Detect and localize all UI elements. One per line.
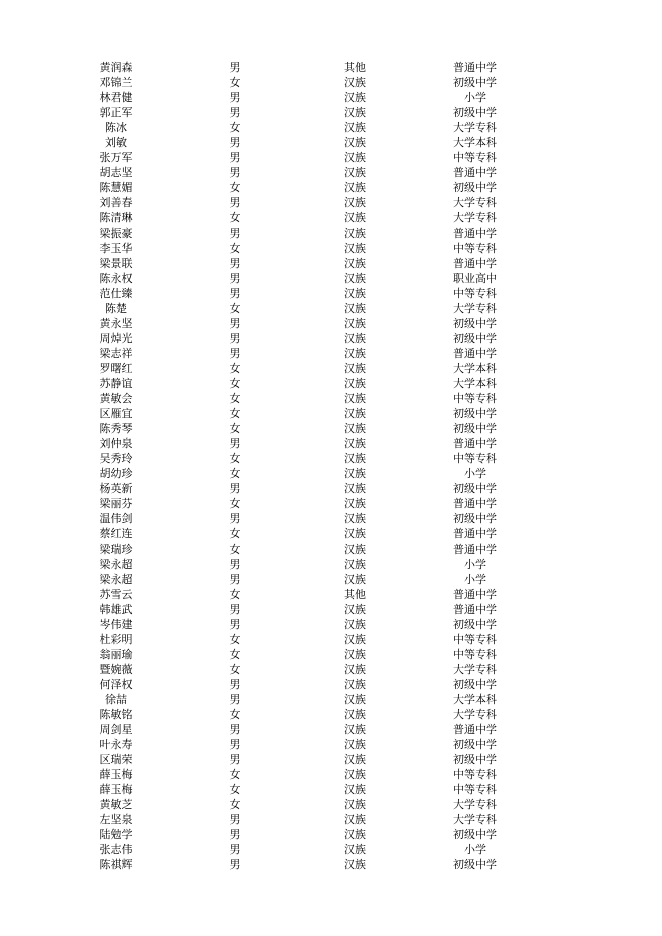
table-row (0, 391, 662, 406)
table-row (0, 271, 662, 286)
gender-cell: 男 (229, 106, 241, 120)
gender-cell: 女 (229, 647, 241, 661)
education-cell: 初级中学 (453, 858, 497, 872)
table-row (0, 256, 662, 271)
ethnicity-cell: 汉族 (344, 256, 366, 270)
name-cell: 陈冰 (105, 121, 127, 135)
ethnicity-cell: 汉族 (344, 106, 366, 120)
name-cell: 陈秀琴 (99, 422, 133, 436)
education-cell: 初级中学 (453, 482, 497, 496)
ethnicity-cell: 汉族 (344, 76, 366, 90)
table-row (0, 526, 662, 541)
ethnicity-cell: 汉族 (344, 617, 366, 631)
ethnicity-cell: 汉族 (344, 632, 366, 646)
ethnicity-cell: 汉族 (344, 647, 366, 661)
table-row (0, 647, 662, 662)
ethnicity-cell: 汉族 (344, 843, 366, 857)
name-cell: 区瑞荣 (99, 753, 133, 767)
name-cell: 黄敏芝 (99, 798, 133, 812)
ethnicity-cell: 汉族 (344, 271, 366, 285)
ethnicity-cell: 汉族 (344, 798, 366, 812)
name-cell: 周剑星 (99, 723, 133, 737)
name-cell: 陈清琳 (99, 211, 133, 225)
education-cell: 小学 (464, 91, 486, 105)
ethnicity-cell: 汉族 (344, 301, 366, 315)
ethnicity-cell: 汉族 (344, 858, 366, 872)
gender-cell: 男 (229, 512, 241, 526)
ethnicity-cell: 汉族 (344, 768, 366, 782)
education-cell: 职业高中 (453, 271, 497, 285)
name-cell: 陈慧媚 (99, 181, 133, 195)
table-row (0, 316, 662, 331)
education-cell: 中等专科 (453, 647, 497, 661)
name-cell: 黄永坚 (99, 316, 133, 330)
table-row (0, 105, 662, 120)
education-cell: 中等专科 (453, 392, 497, 406)
table-row (0, 135, 662, 150)
name-cell: 温伟剑 (99, 512, 133, 526)
gender-cell: 男 (229, 136, 241, 150)
ethnicity-cell: 其他 (344, 61, 366, 74)
table-row (0, 617, 662, 632)
education-cell: 小学 (464, 467, 486, 481)
gender-cell: 女 (229, 241, 241, 255)
name-cell: 李玉华 (99, 241, 133, 255)
ethnicity-cell: 汉族 (344, 828, 366, 842)
education-cell: 大学专科 (453, 196, 497, 210)
education-cell: 中等专科 (453, 241, 497, 255)
table-row (0, 286, 662, 301)
gender-cell: 男 (229, 723, 241, 737)
ethnicity-cell: 汉族 (344, 437, 366, 451)
education-cell: 小学 (464, 557, 486, 571)
table-row (0, 376, 662, 391)
gender-cell: 男 (229, 226, 241, 240)
name-cell: 陈敏铭 (99, 708, 133, 722)
education-cell: 大学专科 (453, 662, 497, 676)
name-cell: 黄敏会 (99, 392, 133, 406)
ethnicity-cell: 汉族 (344, 557, 366, 571)
ethnicity-cell: 汉族 (344, 512, 366, 526)
name-cell: 吴秀玲 (99, 452, 133, 466)
ethnicity-cell: 汉族 (344, 136, 366, 150)
table-row (0, 722, 662, 737)
education-cell: 普通中学 (453, 527, 497, 541)
table-row (0, 75, 662, 90)
table-row (0, 421, 662, 436)
ethnicity-cell: 汉族 (344, 407, 366, 421)
name-cell: 翁丽瑜 (99, 647, 133, 661)
ethnicity-cell: 汉族 (344, 572, 366, 586)
gender-cell: 男 (229, 196, 241, 210)
gender-cell: 女 (229, 301, 241, 315)
table-row (0, 331, 662, 346)
table-row (0, 602, 662, 617)
gender-cell: 男 (229, 843, 241, 857)
name-cell: 林君健 (99, 91, 133, 105)
ethnicity-cell: 汉族 (344, 497, 366, 511)
gender-cell: 男 (229, 482, 241, 496)
education-cell: 初级中学 (453, 422, 497, 436)
education-cell: 初级中学 (453, 738, 497, 752)
education-cell: 普通中学 (453, 346, 497, 360)
gender-cell: 女 (229, 768, 241, 782)
name-cell: 范仕臻 (99, 286, 133, 300)
education-cell: 大学专科 (453, 798, 497, 812)
table-row (0, 60, 662, 75)
ethnicity-cell: 汉族 (344, 211, 366, 225)
name-cell: 刘敏 (105, 136, 127, 150)
gender-cell: 女 (229, 392, 241, 406)
table-row (0, 587, 662, 602)
table-row (0, 481, 662, 496)
ethnicity-cell: 汉族 (344, 527, 366, 541)
name-cell: 陈祺辉 (99, 858, 133, 872)
ethnicity-cell: 汉族 (344, 738, 366, 752)
education-cell: 大学专科 (453, 301, 497, 315)
education-cell: 大学本科 (453, 692, 497, 706)
gender-cell: 女 (229, 497, 241, 511)
gender-cell: 男 (229, 602, 241, 616)
gender-cell: 男 (229, 753, 241, 767)
table-row (0, 406, 662, 421)
name-cell: 邓锦兰 (99, 76, 133, 90)
gender-cell: 男 (229, 61, 241, 74)
gender-cell: 女 (229, 76, 241, 90)
education-cell: 中等专科 (453, 286, 497, 300)
ethnicity-cell: 汉族 (344, 692, 366, 706)
education-cell: 大学本科 (453, 376, 497, 390)
table-row (0, 662, 662, 677)
gender-cell: 女 (229, 542, 241, 556)
education-cell: 初级中学 (453, 407, 497, 421)
name-cell: 梁志祥 (99, 346, 133, 360)
name-cell: 区雁宜 (99, 407, 133, 421)
gender-cell: 男 (229, 828, 241, 842)
gender-cell: 女 (229, 407, 241, 421)
table-row (0, 496, 662, 511)
table-row (0, 346, 662, 361)
name-cell: 苏静谊 (99, 376, 133, 390)
table-row (0, 632, 662, 647)
education-cell: 初级中学 (453, 677, 497, 691)
name-cell: 胡幼珍 (99, 467, 133, 481)
table-row (0, 210, 662, 225)
education-cell: 普通中学 (453, 226, 497, 240)
gender-cell: 男 (229, 738, 241, 752)
table-row (0, 301, 662, 316)
table-row (0, 466, 662, 481)
education-cell: 大学专科 (453, 211, 497, 225)
gender-cell: 男 (229, 692, 241, 706)
gender-cell: 男 (229, 271, 241, 285)
gender-cell: 女 (229, 376, 241, 390)
gender-cell: 女 (229, 211, 241, 225)
table-row (0, 150, 662, 165)
education-cell: 普通中学 (453, 497, 497, 511)
name-cell: 梁永超 (99, 557, 133, 571)
ethnicity-cell: 汉族 (344, 346, 366, 360)
roster-table (0, 60, 662, 873)
gender-cell: 女 (229, 452, 241, 466)
gender-cell: 女 (229, 121, 241, 135)
ethnicity-cell: 汉族 (344, 181, 366, 195)
name-cell: 刘善春 (99, 196, 133, 210)
ethnicity-cell: 其他 (344, 587, 366, 601)
gender-cell: 女 (229, 662, 241, 676)
gender-cell: 女 (229, 632, 241, 646)
name-cell: 梁丽芬 (99, 497, 133, 511)
name-cell: 陈永权 (99, 271, 133, 285)
gender-cell: 男 (229, 437, 241, 451)
ethnicity-cell: 汉族 (344, 121, 366, 135)
education-cell: 普通中学 (453, 602, 497, 616)
gender-cell: 男 (229, 256, 241, 270)
table-row (0, 241, 662, 256)
education-cell: 普通中学 (453, 723, 497, 737)
name-cell: 张志伟 (99, 843, 133, 857)
gender-cell: 男 (229, 346, 241, 360)
ethnicity-cell: 汉族 (344, 422, 366, 436)
gender-cell: 女 (229, 708, 241, 722)
ethnicity-cell: 汉族 (344, 467, 366, 481)
name-cell: 刘仲泉 (99, 437, 133, 451)
education-cell: 普通中学 (453, 166, 497, 180)
name-cell: 梁景联 (99, 256, 133, 270)
name-cell: 张万军 (99, 151, 133, 165)
name-cell: 蔡红连 (99, 527, 133, 541)
ethnicity-cell: 汉族 (344, 753, 366, 767)
ethnicity-cell: 汉族 (344, 331, 366, 345)
education-cell: 初级中学 (453, 76, 497, 90)
gender-cell: 男 (229, 557, 241, 571)
education-cell: 中等专科 (453, 768, 497, 782)
table-row (0, 692, 662, 707)
name-cell: 徐喆 (105, 692, 127, 706)
ethnicity-cell: 汉族 (344, 783, 366, 797)
ethnicity-cell: 汉族 (344, 482, 366, 496)
gender-cell: 男 (229, 286, 241, 300)
gender-cell: 女 (229, 587, 241, 601)
ethnicity-cell: 汉族 (344, 392, 366, 406)
education-cell: 大学本科 (453, 361, 497, 375)
education-cell: 初级中学 (453, 753, 497, 767)
education-cell: 小学 (464, 572, 486, 586)
ethnicity-cell: 汉族 (344, 708, 366, 722)
name-cell: 罗曙红 (99, 361, 133, 375)
name-cell: 黄润森 (99, 61, 133, 74)
gender-cell: 男 (229, 572, 241, 586)
table-row (0, 557, 662, 572)
table-row (0, 737, 662, 752)
ethnicity-cell: 汉族 (344, 241, 366, 255)
gender-cell: 男 (229, 617, 241, 631)
table-row (0, 857, 662, 872)
gender-cell: 女 (229, 181, 241, 195)
table-row (0, 767, 662, 782)
name-cell: 何泽权 (99, 677, 133, 691)
education-cell: 中等专科 (453, 783, 497, 797)
education-cell: 中等专科 (453, 632, 497, 646)
table-row (0, 572, 662, 587)
education-cell: 大学专科 (453, 121, 497, 135)
gender-cell: 男 (229, 151, 241, 165)
name-cell: 苏雪云 (99, 587, 133, 601)
education-cell: 初级中学 (453, 331, 497, 345)
ethnicity-cell: 汉族 (344, 662, 366, 676)
name-cell: 梁永超 (99, 572, 133, 586)
name-cell: 陆勉学 (99, 828, 133, 842)
name-cell: 薛玉梅 (99, 768, 133, 782)
table-row (0, 511, 662, 526)
name-cell: 周焯光 (99, 331, 133, 345)
ethnicity-cell: 汉族 (344, 286, 366, 300)
gender-cell: 女 (229, 422, 241, 436)
gender-cell: 男 (229, 858, 241, 872)
name-cell: 左坚泉 (99, 813, 133, 827)
education-cell: 中等专科 (453, 151, 497, 165)
table-row (0, 90, 662, 105)
ethnicity-cell: 汉族 (344, 316, 366, 330)
gender-cell: 男 (229, 91, 241, 105)
table-row (0, 752, 662, 767)
education-cell: 初级中学 (453, 512, 497, 526)
gender-cell: 女 (229, 798, 241, 812)
table-row (0, 782, 662, 797)
gender-cell: 男 (229, 166, 241, 180)
ethnicity-cell: 汉族 (344, 166, 366, 180)
gender-cell: 男 (229, 331, 241, 345)
table-row (0, 842, 662, 857)
education-cell: 普通中学 (453, 542, 497, 556)
name-cell: 杜彩明 (99, 632, 133, 646)
table-row (0, 165, 662, 180)
education-cell: 初级中学 (453, 106, 497, 120)
name-cell: 梁瑞珍 (99, 542, 133, 556)
name-cell: 梁振豪 (99, 226, 133, 240)
gender-cell: 男 (229, 316, 241, 330)
education-cell: 初级中学 (453, 316, 497, 330)
education-cell: 初级中学 (453, 617, 497, 631)
education-cell: 中等专科 (453, 452, 497, 466)
ethnicity-cell: 汉族 (344, 723, 366, 737)
table-row (0, 436, 662, 451)
ethnicity-cell: 汉族 (344, 813, 366, 827)
ethnicity-cell: 汉族 (344, 361, 366, 375)
ethnicity-cell: 汉族 (344, 542, 366, 556)
table-row (0, 797, 662, 812)
education-cell: 普通中学 (453, 256, 497, 270)
education-cell: 初级中学 (453, 181, 497, 195)
ethnicity-cell: 汉族 (344, 196, 366, 210)
name-cell: 郭正军 (99, 106, 133, 120)
gender-cell: 男 (229, 813, 241, 827)
name-cell: 杨英新 (99, 482, 133, 496)
ethnicity-cell: 汉族 (344, 226, 366, 240)
education-cell: 普通中学 (453, 437, 497, 451)
ethnicity-cell: 汉族 (344, 602, 366, 616)
gender-cell: 男 (229, 677, 241, 691)
ethnicity-cell: 汉族 (344, 91, 366, 105)
education-cell: 初级中学 (453, 828, 497, 842)
table-row (0, 361, 662, 376)
table-row (0, 120, 662, 135)
ethnicity-cell: 汉族 (344, 677, 366, 691)
education-cell: 普通中学 (453, 587, 497, 601)
gender-cell: 女 (229, 361, 241, 375)
education-cell: 大学本科 (453, 136, 497, 150)
ethnicity-cell: 汉族 (344, 376, 366, 390)
name-cell: 陈楚 (105, 301, 127, 315)
table-row (0, 542, 662, 557)
table-row (0, 812, 662, 827)
table-row (0, 195, 662, 210)
name-cell: 叶永寿 (99, 738, 133, 752)
gender-cell: 女 (229, 783, 241, 797)
education-cell: 大学专科 (453, 813, 497, 827)
education-cell: 大学专科 (453, 708, 497, 722)
table-row (0, 226, 662, 241)
gender-cell: 女 (229, 527, 241, 541)
name-cell: 胡志坚 (99, 166, 133, 180)
table-row (0, 180, 662, 195)
ethnicity-cell: 汉族 (344, 151, 366, 165)
education-cell: 普通中学 (453, 61, 497, 74)
education-cell: 小学 (464, 843, 486, 857)
table-row (0, 827, 662, 842)
name-cell: 韩雄武 (99, 602, 133, 616)
name-cell: 岑伟建 (99, 617, 133, 631)
gender-cell: 女 (229, 467, 241, 481)
table-row (0, 677, 662, 692)
ethnicity-cell: 汉族 (344, 452, 366, 466)
name-cell: 薛玉梅 (99, 783, 133, 797)
table-row (0, 451, 662, 466)
table-row (0, 707, 662, 722)
name-cell: 暨婉薇 (99, 662, 133, 676)
